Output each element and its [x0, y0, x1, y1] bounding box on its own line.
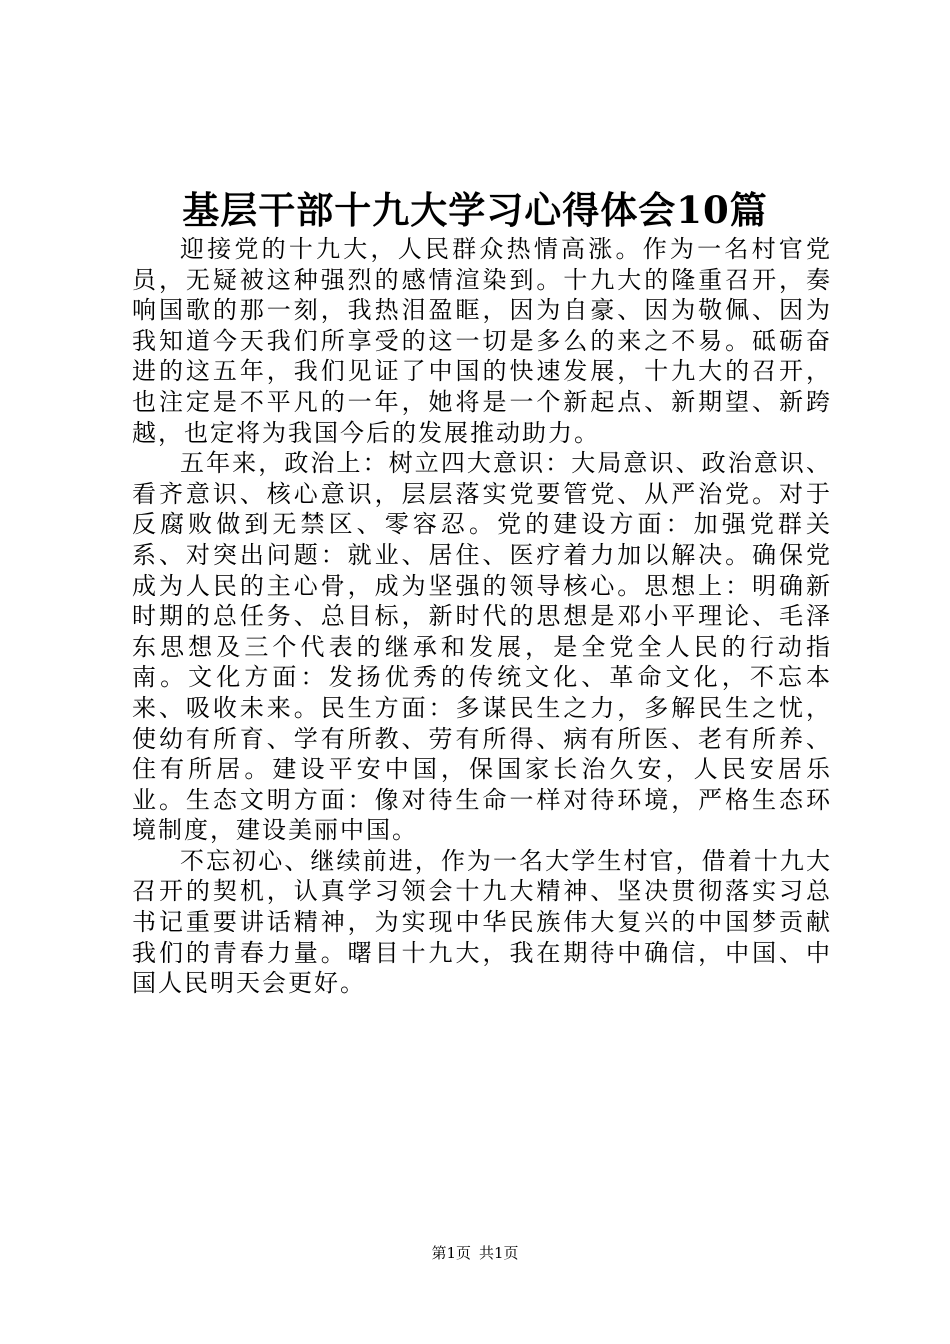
page-footer: [0, 1243, 950, 1263]
paragraph-2: 五年来，政治上：树立四大意识：大局意识、政治意识、看齐意识、核心意识，层层落实党要管党、从严治党。对于反腐败做到无禁区、零容忍。党的建设方面：加强党群关系、对突出问题：就业、居住、医疗着力加以解决。确保党成为人民的主心骨，成为坚强的领导核心。思想上：明确新时期的总任务、总目标，新时代的思想是邓小平理论、毛泽东思想及三个代表的继承和发展，是全党全人民的行动指南。文化方面：发扬优秀的传统文化、革命文化，不忘本来、吸收未来。民生方面：多谋民生之力，多解民生之忧，使幼有所育、学有所教、劳有所得、病有所医、老有所养、住有所居。建设平安中国，保国家长治久安，人民安居乐业。生态文明方面：像对待生命一样对待环境，严格生态环境制度，建设美丽中国。: [132, 449, 832, 845]
page-total: 共1页: [479, 1244, 519, 1262]
document-body: [132, 234, 832, 999]
paragraph-3: 不忘初心、继续前进，作为一名大学生村官，借着十九大召开的契机，认真学习领会十九大精神、坚决贯彻落实习总书记重要讲话精神，为实现中华民族伟大复兴的中国梦贡献我们的青春力量。曙目十九大，我在期待中确信，中国、中国人民明天会更好。: [132, 846, 832, 998]
paragraph-1: 迎接党的十九大，人民群众热情高涨。作为一名村官党员，无疑被这种强烈的感情渲染到。十九大的隆重召开，奏响国歌的那一刻，我热泪盈眶，因为自豪、因为敬佩、因为我知道今天我们所享受的这一切是多么的来之不易。砥砺奋进的这五年，我们见证了中国的快速发展，十九大的召开，也注定是不平凡的一年，她将是一个新起点、新期望、新跨越，也定将为我国今后的发展推动助力。: [132, 235, 832, 447]
document-title: 基层干部十九大学习心得体会10篇: [182, 188, 768, 232]
page-number: 第1页: [431, 1244, 471, 1262]
